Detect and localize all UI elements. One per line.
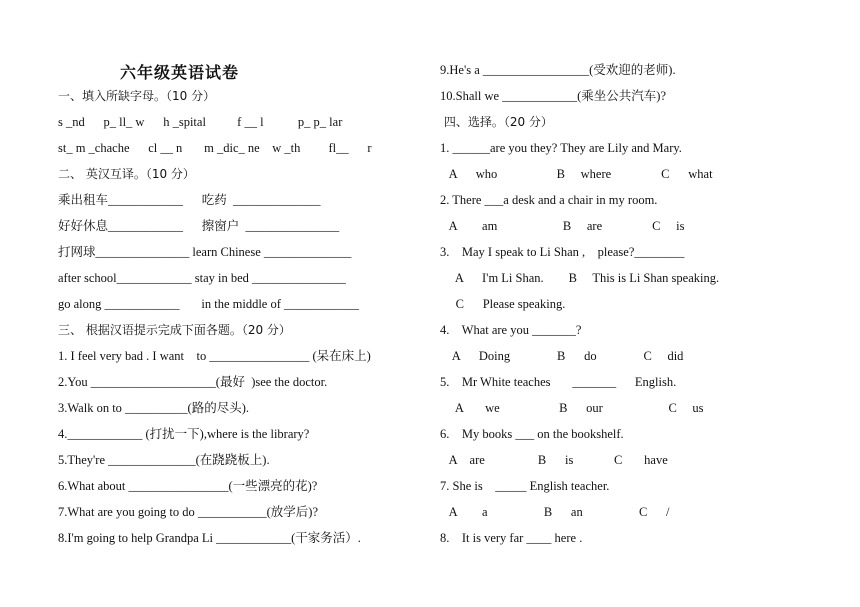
section-1-heading: 一、填入所缺字母。（10 分）: [58, 89, 216, 103]
exam-title: 六年级英语试卷: [120, 63, 240, 82]
fill-in-item-9: 9.He's a _________________(受欢迎的老师).: [440, 63, 676, 77]
section-4-heading: 四、选择。（20 分）: [440, 115, 553, 129]
choice-question-6: 6. My books ___ on the bookshelf.: [440, 427, 624, 441]
translation-row-1: 乘出租车____________ 吃药 ______________: [58, 193, 321, 207]
section-3-heading: 三、 根据汉语提示完成下面各题。（20 分）: [58, 323, 291, 337]
fill-in-item-4: 4.____________ (打扰一下),where is the library?: [58, 427, 310, 441]
choice-options-4: A Doing B do C did: [440, 349, 684, 363]
fill-in-item-3: 3.Walk on to __________(路的尽头).: [58, 401, 249, 415]
fill-in-item-1: 1. I feel very bad . I want to ________________ (呆在床上): [58, 349, 371, 363]
translation-row-4: after school____________ stay in bed _______________: [58, 271, 346, 285]
choice-question-5: 5. Mr White teaches _______ English.: [440, 375, 677, 389]
choice-options-3c: C Please speaking.: [440, 297, 566, 311]
fill-in-item-2: 2.You ____________________(最好 )see the doctor.: [58, 375, 328, 389]
choice-question-8: 8. It is very far ____ here .: [440, 531, 583, 545]
choice-options-5: A we B our C us: [440, 401, 704, 415]
choice-question-7: 7. She is _____ English teacher.: [440, 479, 610, 493]
choice-options-1: A who B where C what: [440, 167, 713, 181]
translation-row-5: go along ____________ in the middle of ____________: [58, 297, 360, 311]
fill-in-item-8: 8.I'm going to help Grandpa Li ____________(干家务活）.: [58, 531, 361, 545]
fill-in-item-10: 10.Shall we ____________(乘坐公共汽车)?: [440, 89, 667, 103]
translation-row-2: 好好休息____________ 擦窗户 _______________: [58, 219, 340, 233]
choice-question-3: 3. May I speak to Li Shan , please?________: [440, 245, 685, 259]
choice-question-1: 1. ______are you they? They are Lily and Mary.: [440, 141, 682, 155]
choice-options-6: A are B is C have: [440, 453, 668, 467]
choice-options-2: A am B are C is: [440, 219, 685, 233]
choice-options-7: A a B an C /: [440, 505, 670, 519]
missing-letters-row-1: s _nd p_ ll_ w h _spital f __ l p_ p_ lar: [58, 115, 343, 129]
choice-question-2: 2. There ___a desk and a chair in my room.: [440, 193, 658, 207]
choice-question-4: 4. What are you _______?: [440, 323, 582, 337]
section-2-heading: 二、 英汉互译。（10 分）: [58, 167, 195, 181]
fill-in-item-7: 7.What are you going to do ___________(放学后)?: [58, 505, 319, 519]
translation-row-3: 打网球_______________ learn Chinese ______________: [58, 245, 352, 259]
fill-in-item-6: 6.What about ________________(一些漂亮的花)?: [58, 479, 318, 493]
fill-in-item-5: 5.They're ______________(在跷跷板上).: [58, 453, 270, 467]
missing-letters-row-2: st_ m _chache cl __ n m _dic_ ne w _th fl__ r: [58, 141, 372, 155]
choice-options-3ab: A I'm Li Shan. B This is Li Shan speaking.: [440, 271, 720, 285]
